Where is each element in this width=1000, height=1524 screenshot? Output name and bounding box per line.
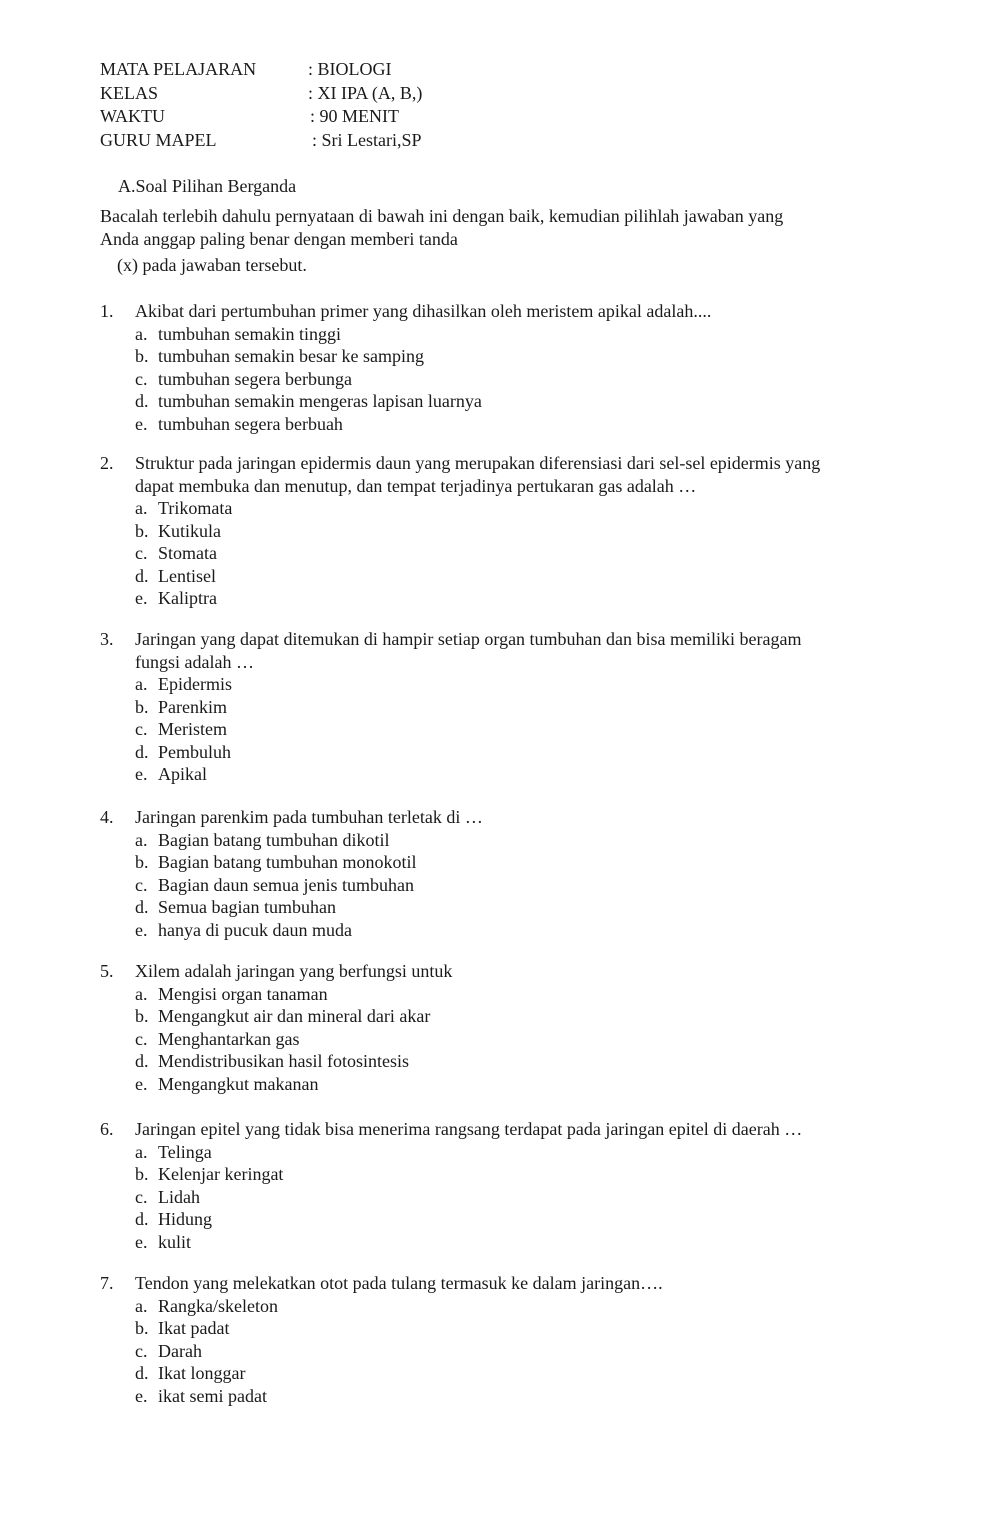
answer-option-d[interactable] xyxy=(100,1050,900,1073)
option-letter: c. xyxy=(135,719,148,739)
option-letter: d. xyxy=(135,565,149,586)
option-letter: b. xyxy=(135,696,149,717)
option-letter: e. xyxy=(135,764,148,784)
option-letter: a. xyxy=(135,829,148,850)
option-letter: c. xyxy=(135,1028,148,1049)
option-letter: e. xyxy=(135,413,148,434)
answer-option-d[interactable] xyxy=(100,741,900,764)
option-letter: c. xyxy=(135,543,148,563)
answer-option-a[interactable] xyxy=(100,1295,900,1318)
question-number: 1. xyxy=(100,301,114,321)
answer-option-e[interactable] xyxy=(100,763,900,786)
option-letter: a. xyxy=(135,498,148,518)
option-letter: d. xyxy=(135,391,149,411)
answer-option-c[interactable] xyxy=(100,1186,900,1209)
option-text: tumbuhan semakin tinggi xyxy=(158,323,341,344)
option-letter: c. xyxy=(135,1340,148,1361)
option-letter: a. xyxy=(135,1295,148,1316)
option-text: tumbuhan segera berbuah xyxy=(158,413,343,434)
answer-option-c[interactable] xyxy=(100,542,900,565)
instruction-line: Bacalah terlebih dahulu pernyataan di bawah ini dengan baik, kemudian pilihlah jawaban yang xyxy=(100,206,784,226)
question-line: Jaringan yang dapat ditemukan di hampir setiap organ tumbuhan dan bisa memiliki beragam xyxy=(135,629,802,649)
option-text: Mengisi organ tanaman xyxy=(158,983,328,1004)
option-letter: c. xyxy=(135,874,148,895)
answer-option-c[interactable] xyxy=(100,1340,900,1363)
option-letter: e. xyxy=(135,919,148,940)
option-text: Lidah xyxy=(158,1186,200,1207)
option-letter: c. xyxy=(135,1186,148,1207)
option-text: tumbuhan semakin besar ke samping xyxy=(158,346,424,366)
answer-option-b[interactable] xyxy=(100,1005,900,1028)
question-number: 5. xyxy=(100,961,114,981)
question-line: Struktur pada jaringan epidermis daun yang merupakan diferensiasi dari sel-sel epidermis yang xyxy=(135,453,821,473)
instructions xyxy=(100,205,900,277)
option-text: Mengangkut air dan mineral dari akar xyxy=(158,1006,431,1026)
question-line: Jaringan epitel yang tidak bisa menerima rangsang terdapat pada jaringan epitel di daerah … xyxy=(135,1119,803,1139)
option-text: Semua bagian tumbuhan xyxy=(158,897,336,917)
option-text: Kutikula xyxy=(158,520,221,541)
option-text: ikat semi padat xyxy=(158,1385,267,1406)
option-text: tumbuhan segera berbunga xyxy=(158,368,352,389)
option-text: Trikomata xyxy=(158,498,233,518)
option-letter: e. xyxy=(135,1231,148,1252)
answer-option-e[interactable] xyxy=(100,919,900,942)
question-1 xyxy=(100,300,900,435)
option-letter: e. xyxy=(135,1385,148,1406)
question-number: 7. xyxy=(100,1273,114,1293)
option-letter: a. xyxy=(135,1141,148,1162)
option-letter: d. xyxy=(135,897,149,917)
question-text xyxy=(100,452,900,497)
option-text: Ikat longgar xyxy=(158,1363,246,1383)
question-text xyxy=(100,628,900,673)
option-text: Darah xyxy=(158,1340,202,1361)
answer-option-d[interactable] xyxy=(100,1362,900,1385)
instruction-line: Anda anggap paling benar dengan memberi tanda xyxy=(100,228,458,249)
option-text: hanya di pucuk daun muda xyxy=(158,919,352,940)
option-letter: a. xyxy=(135,983,148,1004)
answer-option-a[interactable] xyxy=(100,673,900,696)
header-label: KELAS xyxy=(100,82,158,103)
option-letter: d. xyxy=(135,741,149,762)
answer-option-a[interactable] xyxy=(100,983,900,1006)
option-text: Hidung xyxy=(158,1209,212,1229)
option-letter: c. xyxy=(135,368,148,389)
option-text: kulit xyxy=(158,1231,192,1252)
question-line: fungsi adalah … xyxy=(135,651,254,672)
question-line: Akibat dari pertumbuhan primer yang dihasilkan oleh meristem apikal adalah.... xyxy=(135,301,712,321)
answer-option-b[interactable] xyxy=(100,851,900,874)
answer-option-c[interactable] xyxy=(100,1028,900,1051)
answer-option-c[interactable] xyxy=(100,874,900,897)
question-text xyxy=(100,1118,900,1141)
option-text: Epidermis xyxy=(158,674,232,694)
option-letter: b. xyxy=(135,1164,149,1184)
header-label: GURU MAPEL xyxy=(100,129,217,150)
question-number: 2. xyxy=(100,453,114,473)
option-text: Mengangkut makanan xyxy=(158,1073,319,1094)
question-line: Tendon yang melekatkan otot pada tulang termasuk ke dalam jaringan…. xyxy=(135,1273,663,1293)
answer-option-e[interactable] xyxy=(100,1231,900,1254)
option-text: Rangka/skeleton xyxy=(158,1295,278,1316)
question-3 xyxy=(100,628,900,786)
answer-option-b[interactable] xyxy=(100,345,900,368)
option-text: Kaliptra xyxy=(158,588,217,608)
question-text xyxy=(100,300,900,323)
answer-option-a[interactable] xyxy=(100,497,900,520)
option-text: Kelenjar keringat xyxy=(158,1164,284,1184)
answer-option-a[interactable] xyxy=(100,1141,900,1164)
question-2 xyxy=(100,452,900,610)
option-text: Stomata xyxy=(158,543,217,563)
question-number: 6. xyxy=(100,1119,114,1139)
option-letter: b. xyxy=(135,520,149,541)
header-label: WAKTU xyxy=(100,106,165,126)
answer-option-e[interactable] xyxy=(100,1073,900,1096)
question-number: 4. xyxy=(100,807,114,827)
option-text: Pembuluh xyxy=(158,741,232,762)
option-text: Ikat padat xyxy=(158,1318,230,1338)
header-value: : BIOLOGI xyxy=(308,59,392,79)
header-label: MATA PELAJARAN xyxy=(100,59,257,79)
option-letter: e. xyxy=(135,588,148,608)
option-letter: d. xyxy=(135,1363,149,1383)
answer-option-a[interactable] xyxy=(100,829,900,852)
question-7 xyxy=(100,1272,900,1407)
question-text xyxy=(100,960,900,983)
answer-option-b[interactable] xyxy=(100,696,900,719)
answer-option-e[interactable] xyxy=(100,1385,900,1408)
option-text: Telinga xyxy=(158,1141,212,1162)
option-text: Apikal xyxy=(158,764,207,784)
answer-option-d[interactable] xyxy=(100,1208,900,1231)
answer-option-c[interactable] xyxy=(100,368,900,391)
question-text xyxy=(100,806,900,829)
option-text: Bagian batang tumbuhan dikotil xyxy=(158,829,390,850)
option-letter: b. xyxy=(135,1006,149,1026)
option-text: Mendistribusikan hasil fotosintesis xyxy=(158,1051,409,1071)
option-text: Lentisel xyxy=(158,565,216,586)
answer-option-b[interactable] xyxy=(100,1317,900,1340)
answer-option-d[interactable] xyxy=(100,390,900,413)
answer-option-b[interactable] xyxy=(100,1163,900,1186)
option-text: Bagian batang tumbuhan monokotil xyxy=(158,852,417,872)
answer-option-e[interactable] xyxy=(100,413,900,436)
option-text: Meristem xyxy=(158,719,227,739)
question-5 xyxy=(100,960,900,1095)
question-6 xyxy=(100,1118,900,1253)
answer-option-d[interactable] xyxy=(100,896,900,919)
option-letter: a. xyxy=(135,674,148,694)
answer-option-b[interactable] xyxy=(100,520,900,543)
answer-option-c[interactable] xyxy=(100,718,900,741)
option-letter: b. xyxy=(135,852,149,872)
option-letter: e. xyxy=(135,1073,148,1094)
question-4 xyxy=(100,806,900,941)
answer-option-e[interactable] xyxy=(100,587,900,610)
question-number: 3. xyxy=(100,629,114,649)
header-value: : Sri Lestari,SP xyxy=(312,129,422,150)
answer-option-d[interactable] xyxy=(100,565,900,588)
option-text: tumbuhan semakin mengeras lapisan luarnya xyxy=(158,391,482,411)
instruction-line: (x) pada jawaban tersebut. xyxy=(117,255,307,275)
option-text: Parenkim xyxy=(158,696,227,717)
option-letter: d. xyxy=(135,1209,149,1229)
question-text xyxy=(100,1272,900,1295)
option-text: Menghantarkan gas xyxy=(158,1028,300,1049)
header-value: : 90 MENIT xyxy=(310,106,399,126)
option-letter: b. xyxy=(135,346,149,366)
question-line: Xilem adalah jaringan yang berfungsi untuk xyxy=(135,961,453,981)
header-value: : XI IPA (A, B,) xyxy=(308,82,423,103)
option-letter: b. xyxy=(135,1318,149,1338)
option-letter: d. xyxy=(135,1051,149,1071)
question-line: dapat membuka dan menutup, dan tempat terjadinya pertukaran gas adalah … xyxy=(135,475,697,496)
answer-option-a[interactable] xyxy=(100,323,900,346)
option-letter: a. xyxy=(135,323,148,344)
option-text: Bagian daun semua jenis tumbuhan xyxy=(158,874,414,895)
section-title: A.Soal Pilihan Berganda xyxy=(118,176,297,196)
question-line: Jaringan parenkim pada tumbuhan terletak di … xyxy=(135,807,483,827)
